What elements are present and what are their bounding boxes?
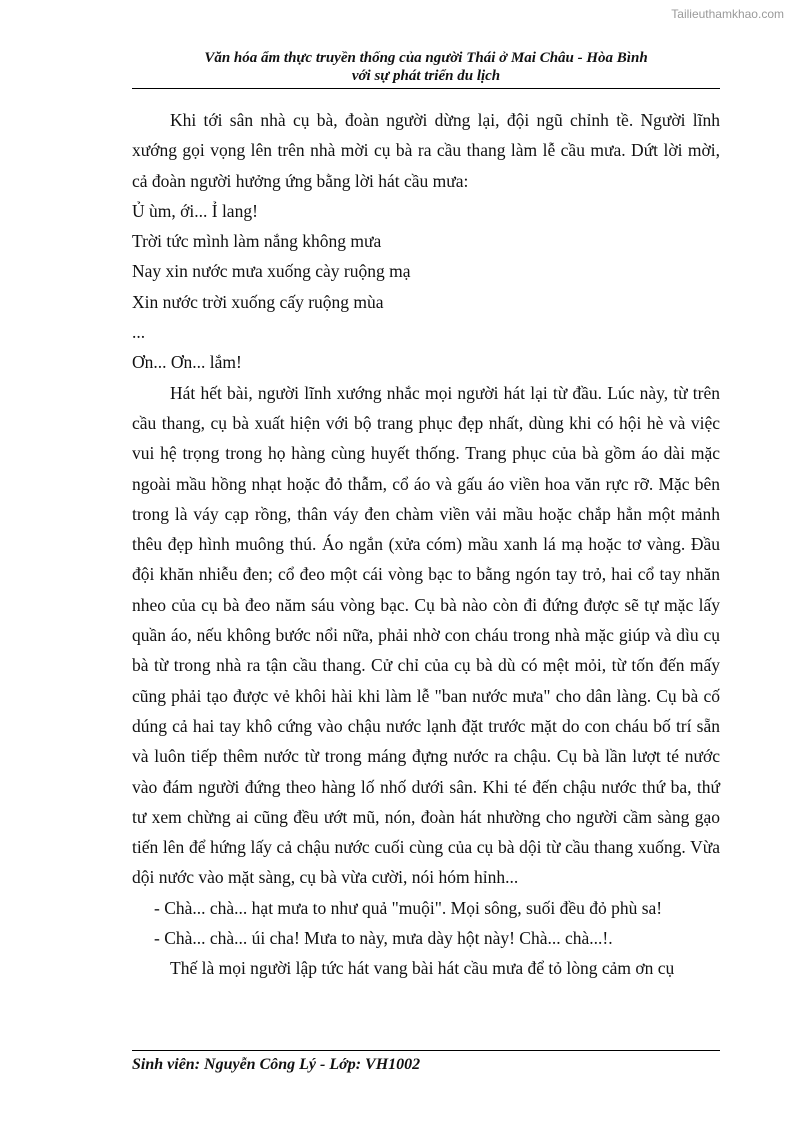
paragraph-ceremony: Hát hết bài, người lĩnh xướng nhắc mọi người hát lại từ đầu. Lúc này, từ trên cầu thang, cụ bà xuất hiện với bộ trang phục đẹp nhất, dùng khi có hội hè và việc vui hệ trọng trong họ hàng cùng huyết thống. Trang phục của bà gồm áo dài mặc ngoài mầu hồng nhạt hoặc đỏ thẫm, cổ áo và gấu áo viền hoa văn rực rỡ. Mặc bên trong là váy cạp rồng, thân váy đen chàm viền vải mầu hoặc chắp hẳn một mảnh thêu đẹp hình muông thú. Áo ngắn (xửa cóm) mầu xanh lá mạ hoặc tơ vàng. Đầu đội khăn nhiễu đen; cổ đeo một cái vòng bạc to bằng ngón tay trỏ, hai cổ tay nhăn nheo của cụ bà đeo năm sáu vòng bạc. Cụ bà nào còn đi đứng được sẽ tự mặc lấy quần áo, nếu không bước nổi nữa, phải nhờ con cháu trong nhà mặc giúp và dìu cụ bà từ trong nhà ra tận cầu thang. Cử chỉ của cụ bà dù có mệt mỏi, từ tốn đến mấy cũng phải tạo được vẻ khôi hài khi làm lễ "ban nước mưa" cho dân làng. Cụ bà cố dúng cả hai tay khô cứng vào chậu nước lạnh đặt trước mặt do con cháu bố trí sẵn và luôn tiếp thêm nước từ trong máng đựng nước ra chậu. Cụ bà lần lượt té nước vào đám người đứng theo hàng lố nhố dưới sân. Khi té đến chậu nước thứ ba, thứ tư xem chừng ai cũng đều ướt mũ, nón, đoàn hát nhường cho người cầm sàng gạo tiến lên để hứng lấy cả chậu nước cuối cùng của cụ bà dội từ cầu thang xuống. Vừa dội nước vào mặt sàng, cụ bà vừa cười, nói hóm hỉnh... [132,382,720,888]
header-divider [132,88,720,89]
song-line: Trời tức mình làm nắng không mưa [132,231,382,252]
body-text [132,105,720,984]
footer-divider [132,1050,720,1051]
dialogue-line: - Chà... chà... úi cha! Mưa to này, mưa dày hột này! Chà... chà...!. [154,928,613,949]
song-line: Xin nước trời xuống cấy ruộng mùa [132,291,384,312]
song-line: ... [132,322,146,343]
song-line: Ơn... Ơn... lắm! [132,352,242,373]
paragraph-intro: Khi tới sân nhà cụ bà, đoàn người dừng lại, đội ngũ chỉnh tề. Người lĩnh xướng gọi vọng lên trên nhà mời cụ bà ra cầu thang làm lễ cầu mưa. Dứt lời mời, cả đoàn người hưởng ứng bằng lời hát cầu mưa: [132,110,720,191]
song-line: Ủ ùm, ới... Ỉ lang! [132,200,258,221]
running-header [132,49,720,85]
header-line-2: với sự phát triển du lịch [351,68,501,84]
watermark: Tailieuthamkhao.com [671,7,784,21]
header-line-1: Văn hóa ẩm thực truyền thống của người Thái ở Mai Châu - Hòa Bình [204,50,648,66]
footer-author: Sinh viên: Nguyễn Công Lý - Lớp: VH1002 [132,1056,421,1073]
song-line: Nay xin nước mưa xuống cày ruộng mạ [132,261,411,282]
dialogue-line: - Chà... chà... hạt mưa to như quả "muội". Mọi sông, suối đều đỏ phù sa! [154,897,663,918]
paragraph-closing: Thế là mọi người lập tức hát vang bài hát cầu mưa để tỏ lòng cảm ơn cụ [170,958,675,979]
